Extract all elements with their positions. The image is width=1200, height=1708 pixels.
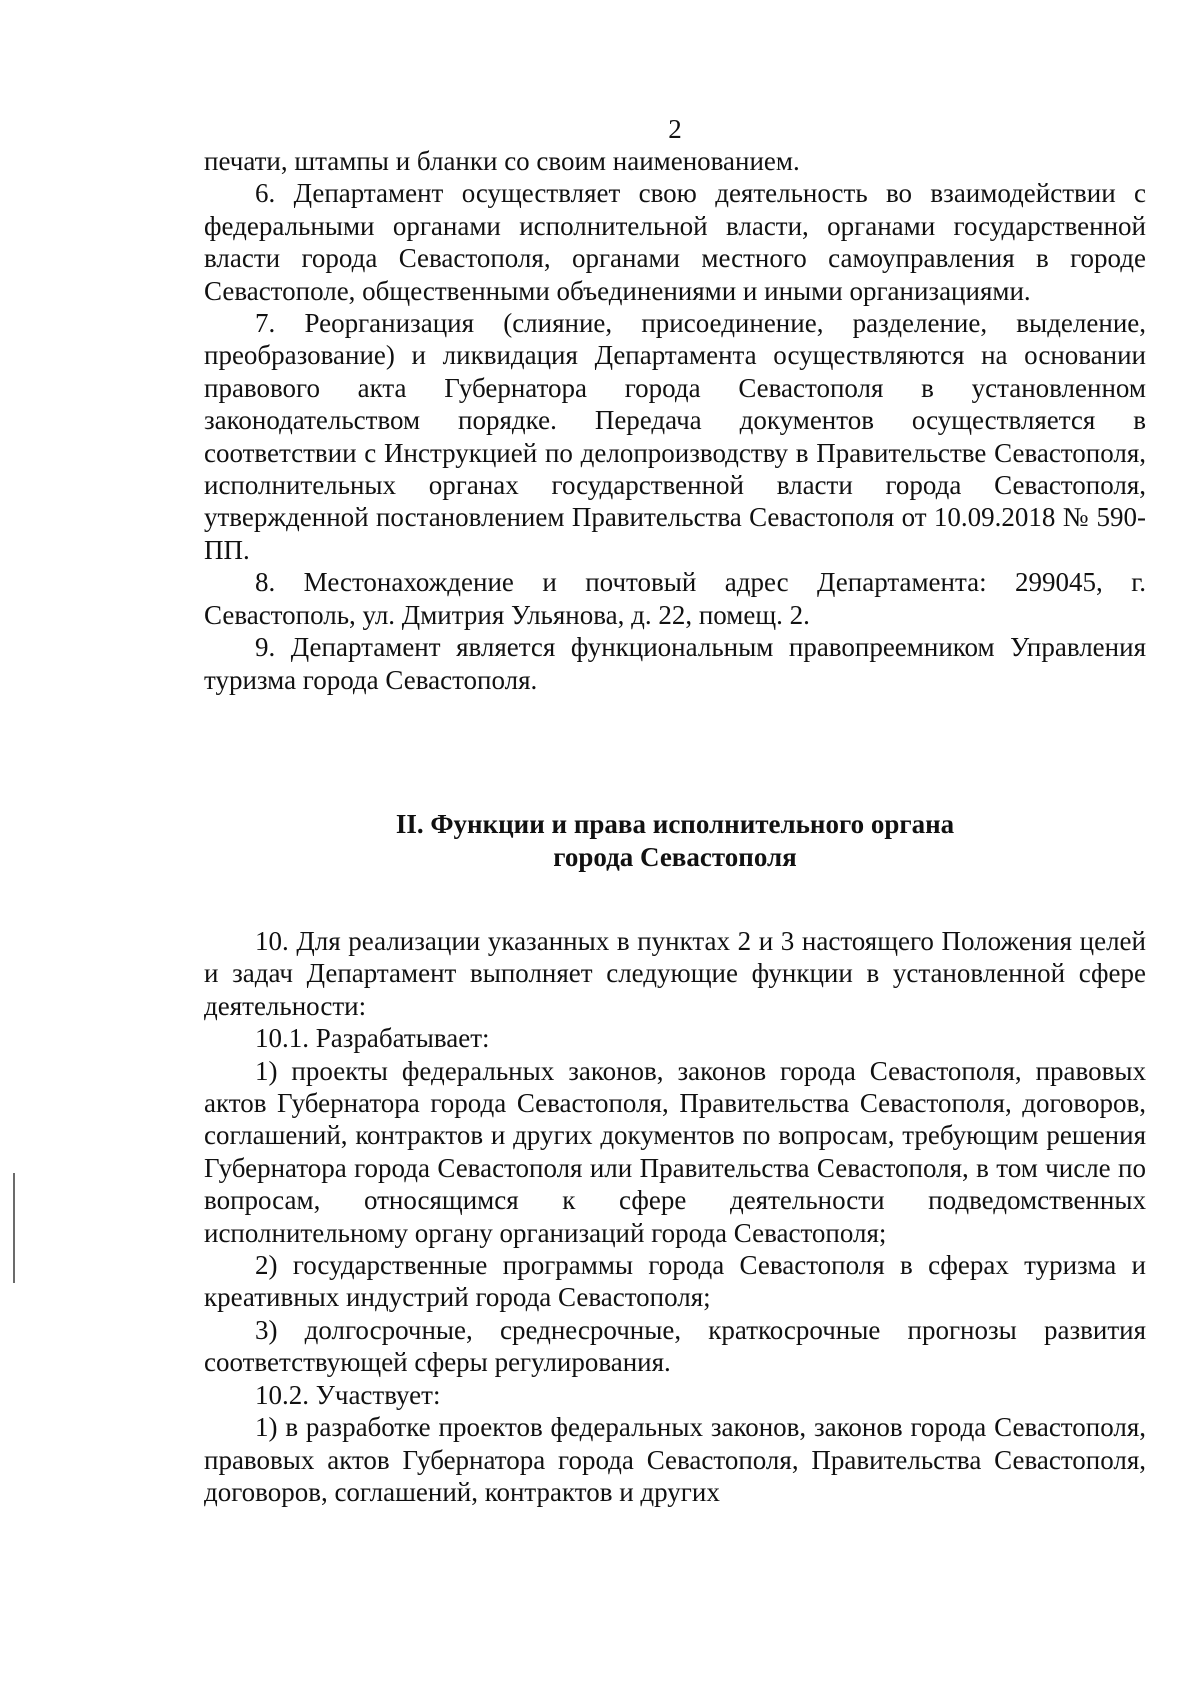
page-number: 2 (668, 114, 682, 144)
paragraph-item-10-1-3: 3) долгосрочные, среднесрочные, краткосрочные прогнозы развития соответствующей сферы регулирования. (204, 1314, 1146, 1378)
paragraph-item-9: 9. Департамент является функциональным правопреемником Управления туризма города Севастополя. (204, 632, 1146, 695)
paragraph-item-10: 10. Для реализации указанных в пунктах 2 и 3 настоящего Положения целей и задач Департамент выполняет следующие функции в установленной сфере деятельности: (204, 926, 1146, 1021)
scan-margin-mark (13, 1173, 15, 1283)
paragraph-item-10-2-1: 1) в разработке проектов федеральных законов, законов города Севастополя, правовых актов Губернатора города Севастополя, Правительства Севастополя, договоров, соглашений, контрактов и других (204, 1412, 1146, 1507)
paragraph-item-10-1-2: 2) государственные программы города Севастополя в сферах туризма и креативных индустрий города Севастополя; (204, 1250, 1146, 1313)
paragraph-item-10-2: 10.2. Участвует: (255, 1379, 441, 1410)
paragraph-item-6: 6. Департамент осуществляет свою деятельность во взаимодействии с федеральными органами исполнительной власти, органами государственной власти города Севастополя, органами местного самоуправления в городе Севастополе, общественными объединениями и иными организациями. (204, 178, 1146, 306)
section-1-body (204, 145, 1146, 696)
paragraph-item-8: 8. Местонахождение и почтовый адрес Департамента: 299045, г. Севастополь, ул. Дмитрия Ульянова, д. 22, помещ. 2. (204, 567, 1146, 630)
paragraph-item-10-1: 10.1. Разрабатывает: (255, 1023, 490, 1054)
section-heading (204, 808, 1146, 874)
section-heading-line-1: II. Функции и права исполнительного органа (395, 809, 955, 839)
section-2-body (204, 925, 1146, 1508)
paragraph-item-7: 7. Реорганизация (слияние, присоединение, разделение, выделение, преобразование) и ликвидация Департамента осуществляются на основании правового акта Губернатора города Севастополя в установленном законодательством порядке. Передача документов осуществляется в соответствии с Инструкцией по делопроизводству в Правительстве Севастополя, исполнительных органах государственной власти города Севастополя, утвержденной постановлением Правительства Севастополя от 10.09.2018 № 590-ПП. (204, 308, 1146, 565)
section-heading-line-2: города Севастополя (553, 842, 797, 872)
paragraph-item-10-1-1: 1) проекты федеральных законов, законов города Севастополя, правовых актов Губернатора города Севастополя, Правительства Севастополя, договоров, соглашений, контрактов и других документов по вопросам, требующим решения Губернатора города Севастополя или Правительства Севастополя, в том числе по вопросам, относящимся к сфере деятельности подведомственных исполнительному органу организаций города Севастополя; (204, 1055, 1146, 1248)
paragraph-continuation: печати, штампы и бланки со своим наименованием. (204, 146, 800, 176)
